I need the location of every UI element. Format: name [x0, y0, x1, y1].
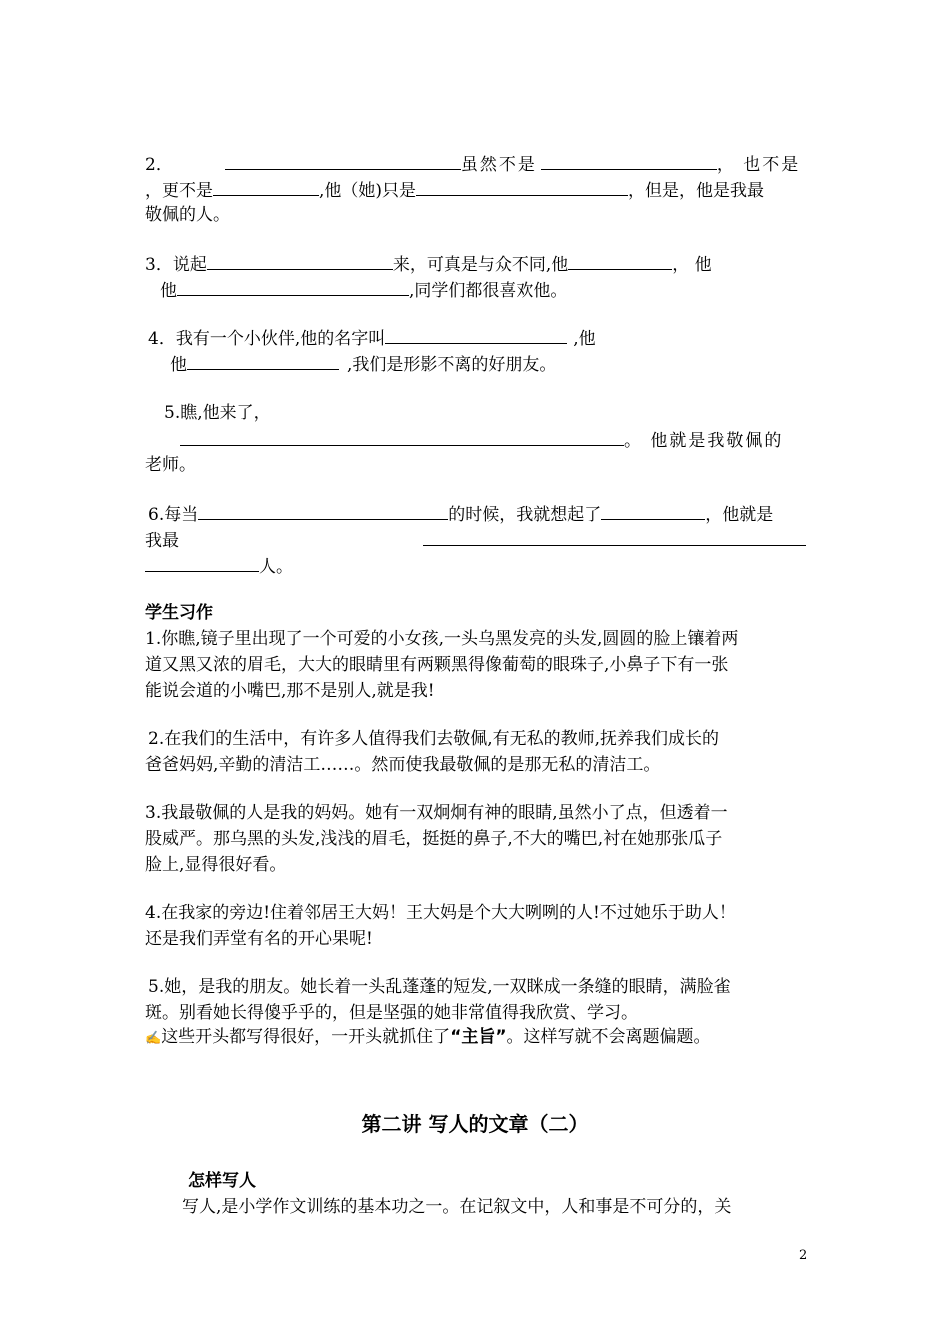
fill-in-item-4-line-2: 他 ,我们是形影不离的好朋友。	[170, 352, 556, 376]
paragraph-line: 1.你瞧,镜子里出现了一个可爱的小女孩,一头乌黑发亮的头发,圆圆的脸上镶着两	[145, 629, 739, 649]
paragraph-line: 写人,是小学作文训练的基本功之一。在记叙文中，人和事是不可分的，关	[182, 1197, 732, 1217]
blank-field[interactable]	[207, 252, 393, 270]
blank-field[interactable]	[198, 502, 448, 520]
fill-in-item-6-line-2: 我最	[145, 528, 806, 552]
paragraph-line: 道又黑又浓的眉毛，大大的眼睛里有两颗黑得像葡萄的眼珠子,小鼻子下有一张	[145, 655, 729, 675]
lecture-title: 第二讲 写人的文章（二）	[361, 1112, 589, 1136]
paragraph-line: 能说会道的小嘴巴,那不是别人,就是我!	[145, 681, 435, 701]
lecture-subheading: 怎样写人	[188, 1171, 256, 1191]
paragraph-line: 脸上,显得很好看。	[145, 855, 287, 875]
paragraph-line: 4.在我家的旁边!住着邻居王大妈！王大妈是个大大咧咧的人!不过她乐于助人！	[145, 903, 736, 923]
page-number: 2	[799, 1248, 808, 1263]
fill-in-item-2-line-1: 2． 虽然不是 ， 也不是	[145, 152, 800, 176]
blank-field[interactable]	[187, 352, 339, 370]
blank-field[interactable]	[423, 528, 806, 546]
fill-in-item-3-line-2: 他 ,同学们都很喜欢他。	[160, 278, 567, 302]
blank-field[interactable]	[225, 152, 461, 170]
blank-field[interactable]	[180, 428, 624, 446]
blank-field[interactable]	[177, 278, 409, 296]
fill-in-item-4-line-1: 4．我有一个小伙伴,他的名字叫 ,他	[148, 326, 596, 350]
fill-in-item-2-line-2: ，更不是 ,他（她)只是 ，但是，他是我最	[145, 178, 764, 202]
blank-field[interactable]	[601, 502, 705, 520]
paragraph-line: 5.她，是我的朋友。她长着一头乱蓬蓬的短发,一双眯成一条缝的眼睛，满脸雀	[148, 977, 731, 997]
paragraph-line: 股威严。那乌黑的头发,浅浅的眉毛，挺挺的鼻子,不大的嘴巴,衬在她那张瓜子	[145, 829, 723, 849]
fill-in-item-3-line-1: 3．说起 来，可真是与众不同,他 ， 他	[145, 252, 712, 276]
blank-field[interactable]	[568, 252, 672, 270]
paragraph-line: 3.我最敬佩的人是我的妈妈。她有一双炯炯有神的眼睛,虽然小了点，但透着一	[145, 803, 728, 823]
blank-field[interactable]	[541, 152, 717, 170]
fill-in-item-6-line-1: 6.每当 的时候，我就想起了 ，他就是	[148, 502, 773, 526]
blank-field[interactable]	[385, 326, 567, 344]
blank-field[interactable]	[213, 178, 319, 196]
fill-in-item-5-line-2: 。 他就是我敬佩的	[180, 428, 783, 452]
blank-field[interactable]	[416, 178, 628, 196]
fill-in-item-6-line-3: 人。	[145, 554, 293, 578]
fill-in-item-5-line-3: 老师。	[145, 455, 196, 475]
fill-in-item-2-line-3: 敬佩的人。	[145, 205, 230, 225]
paragraph-line: 斑。别看她长得傻乎乎的，但是坚强的她非常值得我欣赏、学习。	[145, 1003, 638, 1023]
paragraph-line: 2.在我们的生活中，有许多人值得我们去敬佩,有无私的教师,抚养我们成长的	[148, 729, 720, 749]
paragraph-line: 还是我们弄堂有名的开心果呢!	[145, 929, 373, 949]
section-heading: 学生习作	[145, 603, 213, 623]
writing-hand-icon: ✍	[145, 1031, 162, 1046]
teacher-note: ✍这些开头都写得很好，一开头就抓住了“主旨”。这样写就不会离题偏题。	[145, 1027, 711, 1047]
paragraph-line: 爸爸妈妈,辛勤的清洁工……。然而使我最敬佩的是那无私的清洁工。	[145, 755, 661, 775]
fill-in-item-5-line-1: 5.瞧,他来了，	[164, 403, 271, 423]
blank-field[interactable]	[145, 554, 259, 572]
